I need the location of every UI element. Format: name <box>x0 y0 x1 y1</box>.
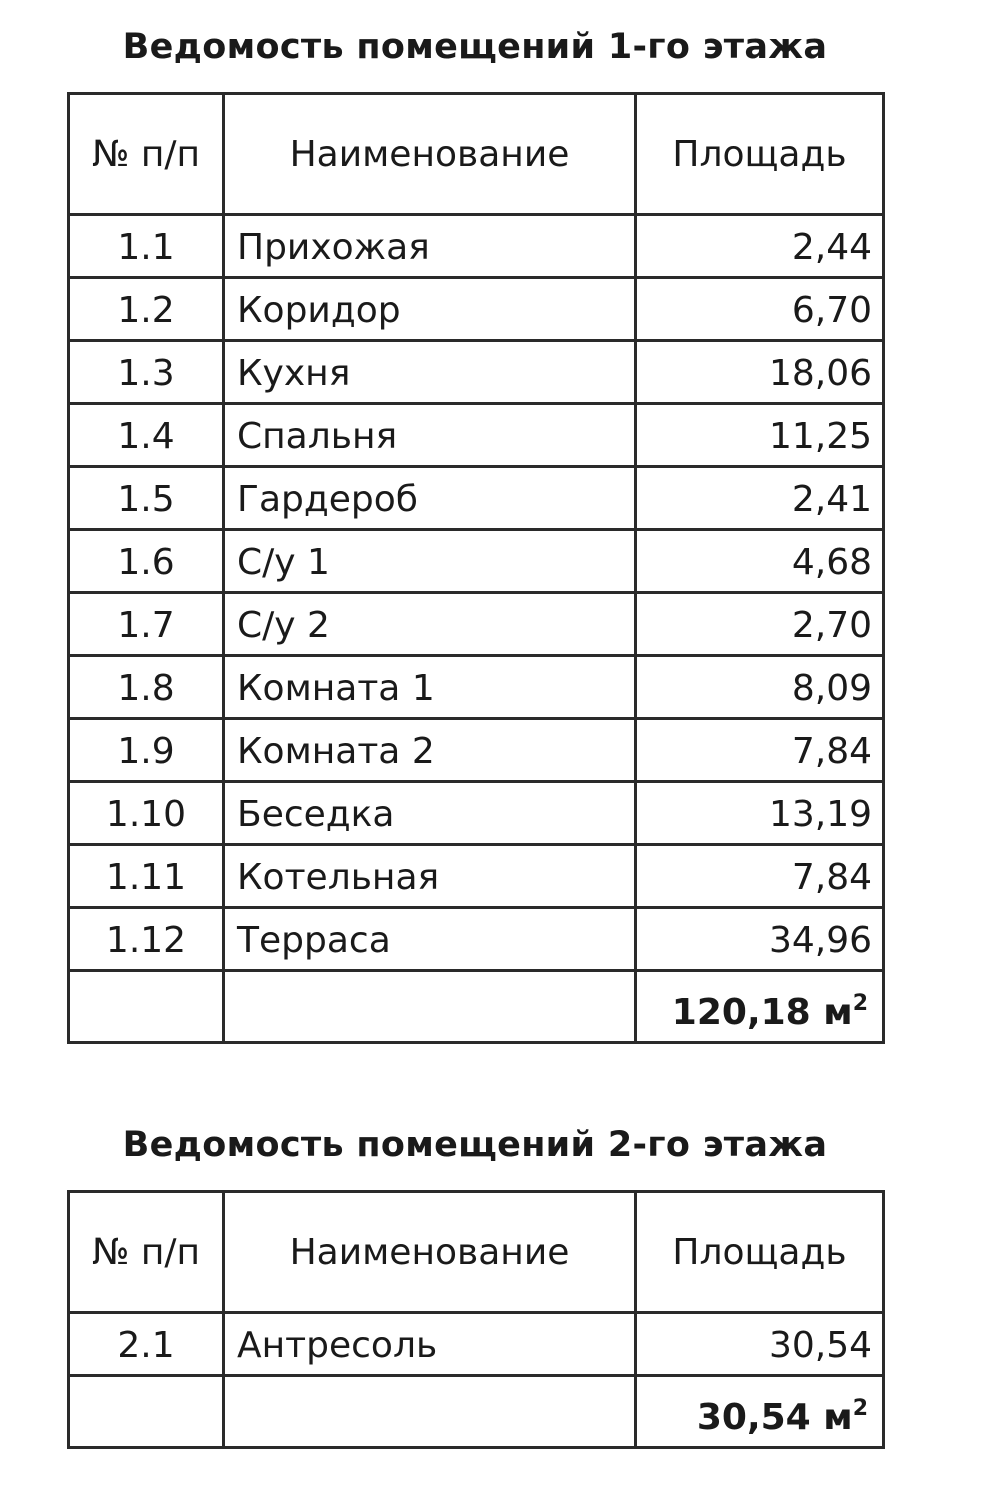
header-num: № п/п <box>69 94 224 215</box>
table-header-row <box>69 1192 884 1313</box>
total-row <box>69 971 884 1043</box>
room-name: С/у 1 <box>224 530 636 593</box>
room-name: Комната 1 <box>224 656 636 719</box>
room-area: 11,25 <box>636 404 884 467</box>
room-area: 34,96 <box>636 908 884 971</box>
table-row <box>69 656 884 719</box>
room-number: 2.1 <box>69 1313 224 1376</box>
room-number: 1.7 <box>69 593 224 656</box>
header-name: Наименование <box>224 1192 636 1313</box>
total-area-unit-superscript: 2 <box>852 991 868 1016</box>
empty-cell <box>69 971 224 1043</box>
empty-cell <box>224 1376 636 1448</box>
room-name: Спальня <box>224 404 636 467</box>
room-number: 1.10 <box>69 782 224 845</box>
table-row <box>69 530 884 593</box>
header-area: Площадь <box>636 94 884 215</box>
room-number: 1.6 <box>69 530 224 593</box>
empty-cell <box>224 971 636 1043</box>
room-number: 1.8 <box>69 656 224 719</box>
table-row <box>69 845 884 908</box>
room-area: 2,70 <box>636 593 884 656</box>
room-area: 18,06 <box>636 341 884 404</box>
table-header-row <box>69 94 884 215</box>
room-number: 1.4 <box>69 404 224 467</box>
room-number: 1.2 <box>69 278 224 341</box>
table-row <box>69 278 884 341</box>
floor-2-section <box>0 1120 1008 1438</box>
room-area: 7,84 <box>636 719 884 782</box>
empty-cell <box>69 1376 224 1448</box>
table-row <box>69 215 884 278</box>
room-number: 1.5 <box>69 467 224 530</box>
room-name: Гардероб <box>224 467 636 530</box>
table-row <box>69 467 884 530</box>
room-area: 2,41 <box>636 467 884 530</box>
room-number: 1.12 <box>69 908 224 971</box>
room-name: Коридор <box>224 278 636 341</box>
room-name: Котельная <box>224 845 636 908</box>
table-row <box>69 1313 884 1376</box>
floor-1-section <box>0 22 1008 1033</box>
floor-2-table <box>67 1190 885 1449</box>
room-name: Антресоль <box>224 1313 636 1376</box>
room-name: Комната 2 <box>224 719 636 782</box>
table-row <box>69 404 884 467</box>
total-row <box>69 1376 884 1448</box>
room-number: 1.1 <box>69 215 224 278</box>
header-num: № п/п <box>69 1192 224 1313</box>
total-area-value: 120,18 м <box>671 992 853 1033</box>
room-area: 6,70 <box>636 278 884 341</box>
table-row <box>69 719 884 782</box>
total-area-value: 30,54 м <box>696 1397 853 1438</box>
room-number: 1.3 <box>69 341 224 404</box>
total-area <box>636 971 884 1043</box>
room-name: Беседка <box>224 782 636 845</box>
room-area: 2,44 <box>636 215 884 278</box>
floor-1-title: Ведомость помещений 1-го этажа <box>122 27 828 67</box>
floor-1-table <box>67 92 885 1044</box>
table-row <box>69 782 884 845</box>
room-number: 1.11 <box>69 845 224 908</box>
room-name: Терраса <box>224 908 636 971</box>
table-row <box>69 908 884 971</box>
room-area: 7,84 <box>636 845 884 908</box>
table-row <box>69 341 884 404</box>
total-area <box>636 1376 884 1448</box>
room-name: С/у 2 <box>224 593 636 656</box>
room-area: 4,68 <box>636 530 884 593</box>
header-name: Наименование <box>224 94 636 215</box>
room-area: 30,54 <box>636 1313 884 1376</box>
header-area: Площадь <box>636 1192 884 1313</box>
room-area: 13,19 <box>636 782 884 845</box>
room-number: 1.9 <box>69 719 224 782</box>
floor-2-title: Ведомость помещений 2-го этажа <box>122 1125 828 1165</box>
table-row <box>69 593 884 656</box>
room-name: Кухня <box>224 341 636 404</box>
room-name: Прихожая <box>224 215 636 278</box>
total-area-unit-superscript: 2 <box>852 1396 868 1421</box>
room-area: 8,09 <box>636 656 884 719</box>
